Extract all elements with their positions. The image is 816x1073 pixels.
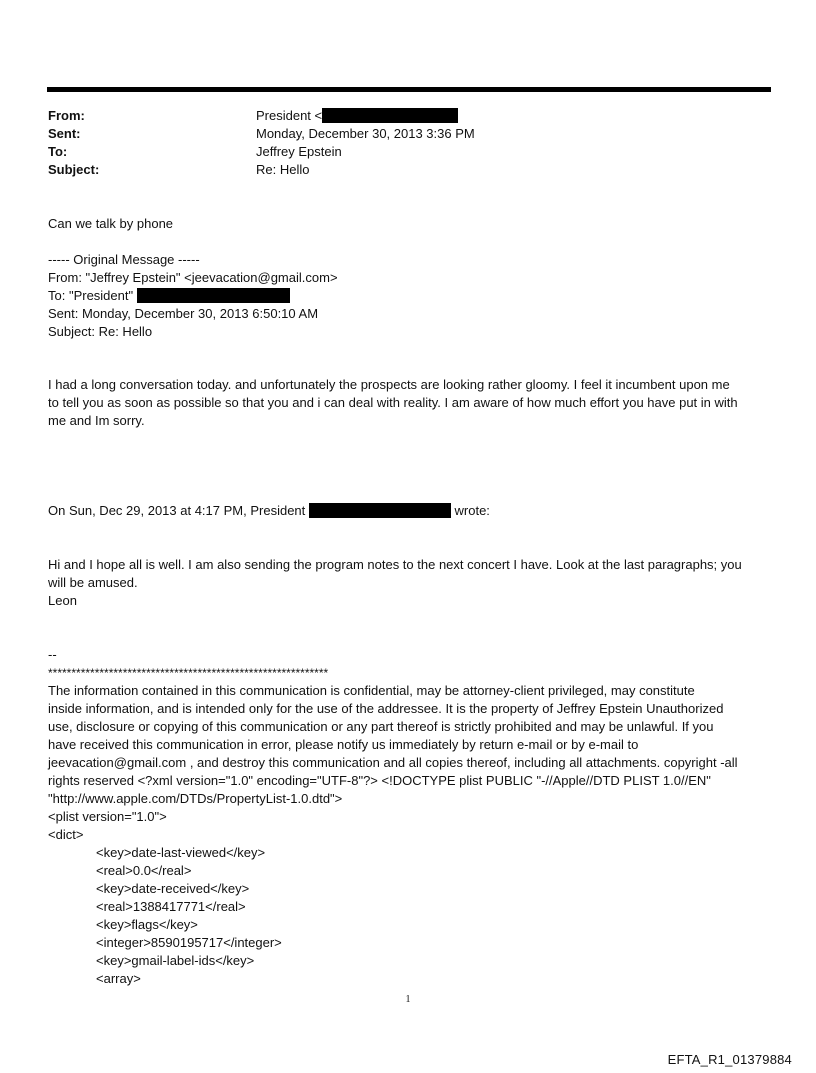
plist-open: <plist version="1.0"> [48,809,167,824]
plist-line: <key>date-last-viewed</key> [96,845,266,860]
from-value [256,107,768,125]
sent-label: Sent: [48,126,81,141]
redaction-bar [137,288,290,303]
disclaimer [48,646,774,988]
disclaimer-line: use, disclosure or copying of this communication or any part thereof is strictly prohibited and may be unlawful. If you [48,719,714,734]
original-to-text: To: "President" [48,288,134,303]
dict-open: <dict> [48,827,84,842]
plist-line: <key>flags</key> [96,917,198,932]
page-number: 1 [405,994,411,1005]
subject-label: Subject: [48,162,100,177]
plist-line: <integer>8590195717</integer> [96,935,282,950]
redaction-bar [322,108,458,123]
header-rule [47,87,771,92]
quoted-intro-text: On Sun, Dec 29, 2013 at 4:17 PM, President [48,503,306,518]
quoted-line: Hi and I hope all is well. I am also sending the program notes to the next concert I have. Look at the last paragraphs; you [48,557,742,572]
plist-line: <key>date-received</key> [96,881,250,896]
original-sent: Sent: Monday, December 30, 2013 6:50:10 AM [48,306,319,321]
disclaimer-line: "http://www.apple.com/DTDs/PropertyList-1.0.dtd"> [48,791,343,806]
disclaimer-line: inside information, and is intended only for the use of the addressee. It is the property of Jeffrey Epstein Unauthorized [48,701,724,716]
quoted-intro [48,502,774,520]
email-header [48,107,768,179]
sent-row [48,125,768,143]
quoted-line: will be amused. [48,575,138,590]
original-body [48,376,774,430]
signature-dashes: -- [48,647,57,662]
sent-value: Monday, December 30, 2013 3:36 PM [256,126,475,141]
quoted-body [48,556,774,610]
disclaimer-line: have received this communication in error, please notify us immediately by return e-mail or by e-mail to [48,737,639,752]
to-label: To: [48,144,68,159]
original-subject: Subject: Re: Hello [48,324,153,339]
original-message-header [48,251,774,341]
to-row [48,143,768,161]
reply-text: Can we talk by phone [48,216,174,231]
from-row [48,107,768,125]
disclaimer-stars: ************************************************************ [48,666,329,680]
plist-line: <real>0.0</real> [96,863,192,878]
original-to [48,287,774,305]
disclaimer-line: rights reserved <?xml version="1.0" encoding="UTF-8"?> <!DOCTYPE plist PUBLIC "-//Apple//DTD PLIST 1.0//EN" [48,773,711,788]
redaction-bar [309,503,451,518]
subject-row [48,161,768,179]
quoted-intro-wrote: wrote: [454,503,490,518]
disclaimer-line: jeevacation@gmail.com , and destroy this communication and all copies thereof, including all attachments. copyright -all [48,755,738,770]
reply-body [48,215,774,233]
plist-line: <array> [96,971,141,986]
disclaimer-line: The information contained in this communication is confidential, may be attorney-client privileged, may constitute [48,683,695,698]
from-label: From: [48,108,85,123]
from-name: President < [256,108,323,123]
original-separator: ----- Original Message ----- [48,252,200,267]
document-id: EFTA_R1_01379884 [667,1052,792,1067]
quoted-signature: Leon [48,593,77,608]
body-line: me and Im sorry. [48,413,145,428]
body-line: to tell you as soon as possible so that you and i can deal with reality. I am aware of how much effort you have put in with [48,395,738,410]
body-line: I had a long conversation today. and unfortunately the prospects are looking rather gloomy. I feel it incumbent upon me [48,377,730,392]
plist-line: <key>gmail-label-ids</key> [96,953,255,968]
plist-line: <real>1388417771</real> [96,899,246,914]
to-value: Jeffrey Epstein [256,144,342,159]
original-from: From: "Jeffrey Epstein" <jeevacation@gmail.com> [48,270,338,285]
subject-value: Re: Hello [256,162,310,177]
